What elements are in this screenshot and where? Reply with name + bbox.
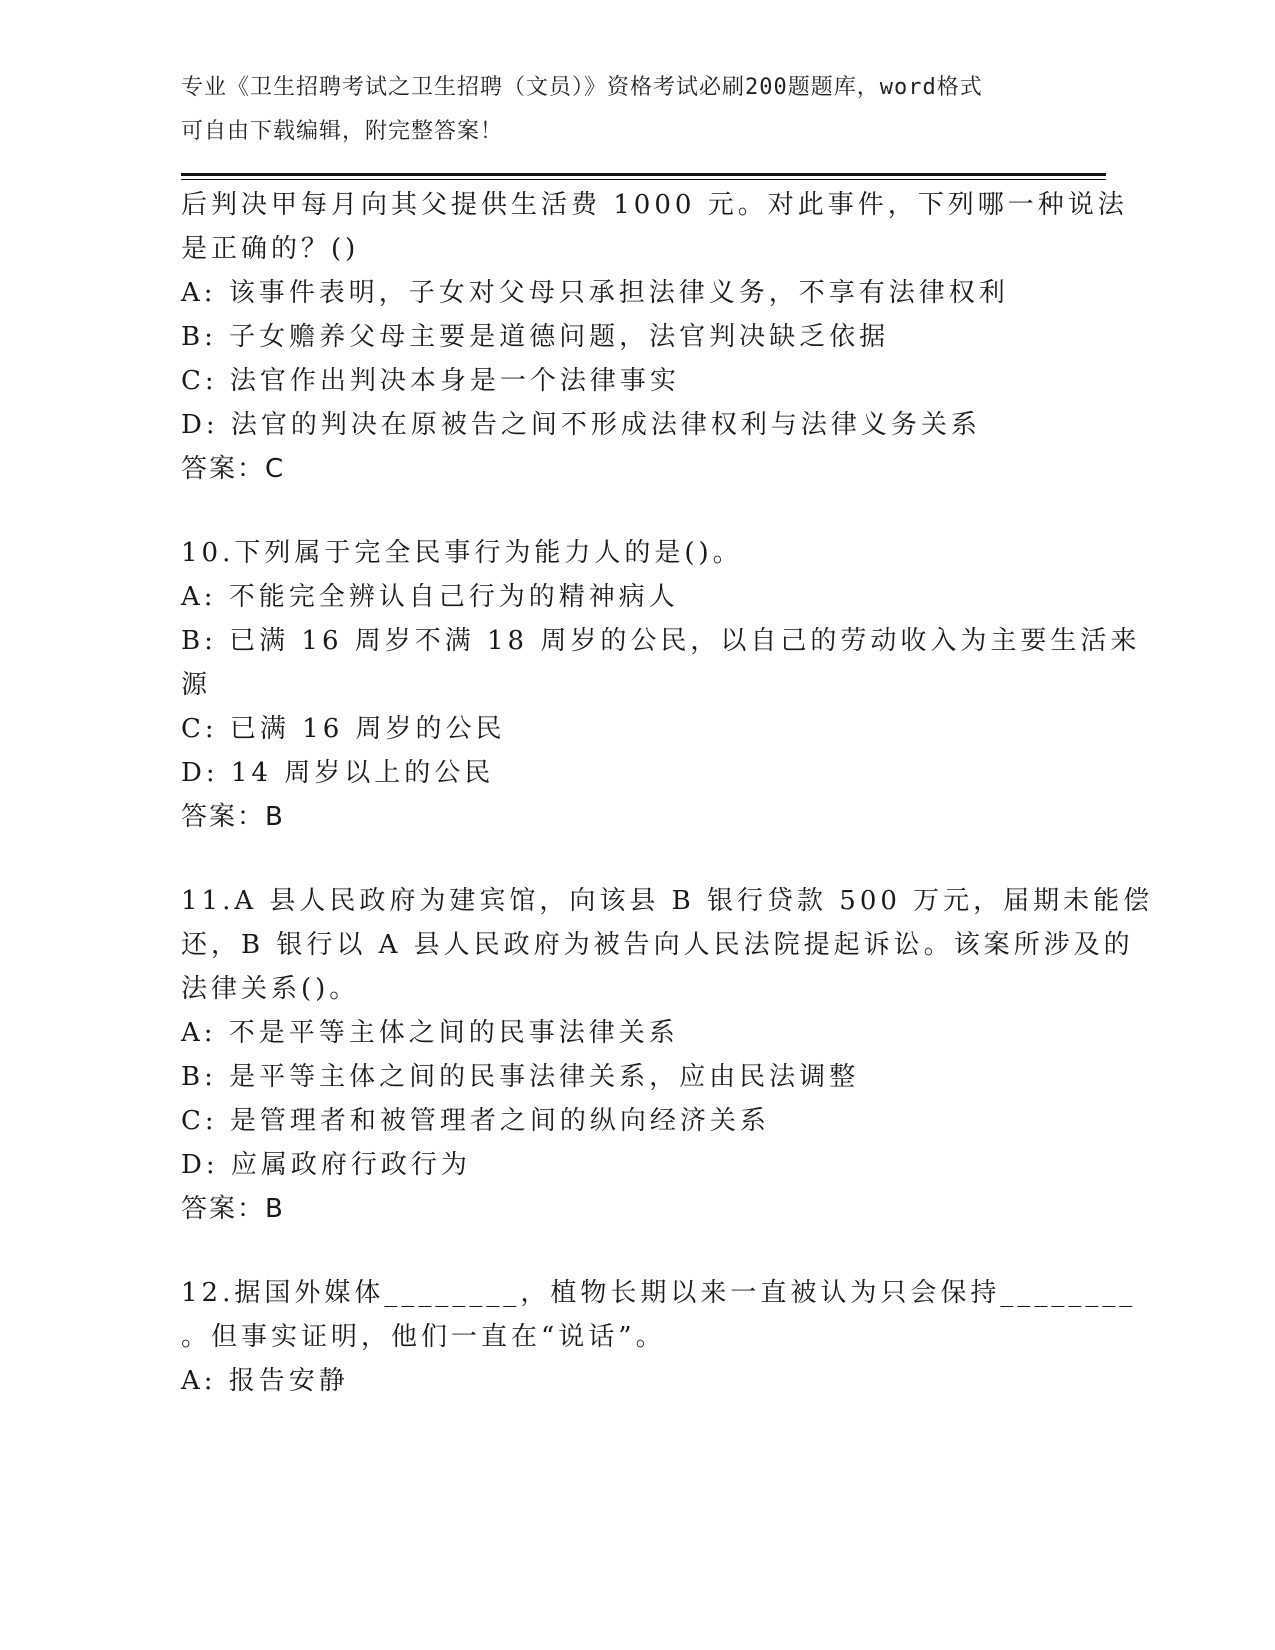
option-a: A: 不能完全辨认自己行为的精神病人 <box>181 582 679 612</box>
question-12 <box>181 1271 1137 1403</box>
option-c: C: 法官作出判决本身是一个法律事实 <box>181 366 680 396</box>
option-b: B: 是平等主体之间的民事法律关系，应由民法调整 <box>181 1062 860 1092</box>
question-stem-line: 10.下列属于完全民事行为能力人的是()。 <box>181 538 743 568</box>
question-stem-line: 11.A 县人民政府为建宾馆，向该县 B 银行贷款 500 万元，届期未能偿 <box>181 886 1154 916</box>
document-body <box>181 183 1154 1403</box>
question-stem-line: 是正确的？() <box>181 234 360 264</box>
option-a: A: 报告安静 <box>181 1366 349 1396</box>
option-a: A: 不是平等主体之间的民事法律关系 <box>181 1018 679 1048</box>
option-d: D: 14 周岁以上的公民 <box>181 758 495 788</box>
question-11 <box>181 879 1154 1231</box>
option-c: C: 已满 16 周岁的公民 <box>181 714 506 744</box>
header-divider-thin <box>181 179 1106 180</box>
question-stem-line: 后判决甲每月向其父提供生活费 1000 元。对此事件，下列哪一种说法 <box>181 190 1128 220</box>
option-a: A: 该事件表明，子女对父母只承担法律义务，不享有法律权利 <box>181 278 1009 308</box>
spacer <box>181 1231 1061 1271</box>
option-c: C: 是管理者和被管理者之间的纵向经济关系 <box>181 1106 770 1136</box>
question-stem-line: 。但事实证明，他们一直在“说话”。 <box>181 1322 666 1352</box>
option-b-continued: 源 <box>181 670 212 700</box>
option-d: D: 应属政府行政行为 <box>181 1150 471 1180</box>
header-title-line-1: 专业《卫生招聘考试之卫生招聘（文员）》资格考试必刷200题题库，word格式 <box>181 75 983 100</box>
header-divider-thick <box>181 173 1106 176</box>
question-stem-line: 还，B 银行以 A 县人民政府为被告向人民法院提起诉讼。该案所涉及的 <box>181 930 1134 960</box>
header-title-line-2: 可自由下载编辑，附完整答案！ <box>181 119 504 144</box>
question-9 <box>181 183 1128 491</box>
answer-line: 答案：C <box>181 454 286 484</box>
spacer <box>181 491 1061 531</box>
option-d: D: 法官的判决在原被告之间不形成法律权利与法律义务关系 <box>181 410 981 440</box>
question-stem-line: 法律关系()。 <box>181 974 360 1004</box>
spacer <box>181 839 1061 879</box>
question-stem-line: 12.据国外媒体________，植物长期以来一直被认为只会保持________ <box>181 1278 1137 1308</box>
option-b: B: 子女赡养父母主要是道德问题，法官判决缺乏依据 <box>181 322 890 352</box>
document-header <box>181 72 1061 160</box>
question-10 <box>181 531 1141 839</box>
option-b: B: 已满 16 周岁不满 18 周岁的公民，以自己的劳动收入为主要生活来 <box>181 626 1141 656</box>
answer-line: 答案：B <box>181 802 285 832</box>
answer-line: 答案：B <box>181 1194 285 1224</box>
